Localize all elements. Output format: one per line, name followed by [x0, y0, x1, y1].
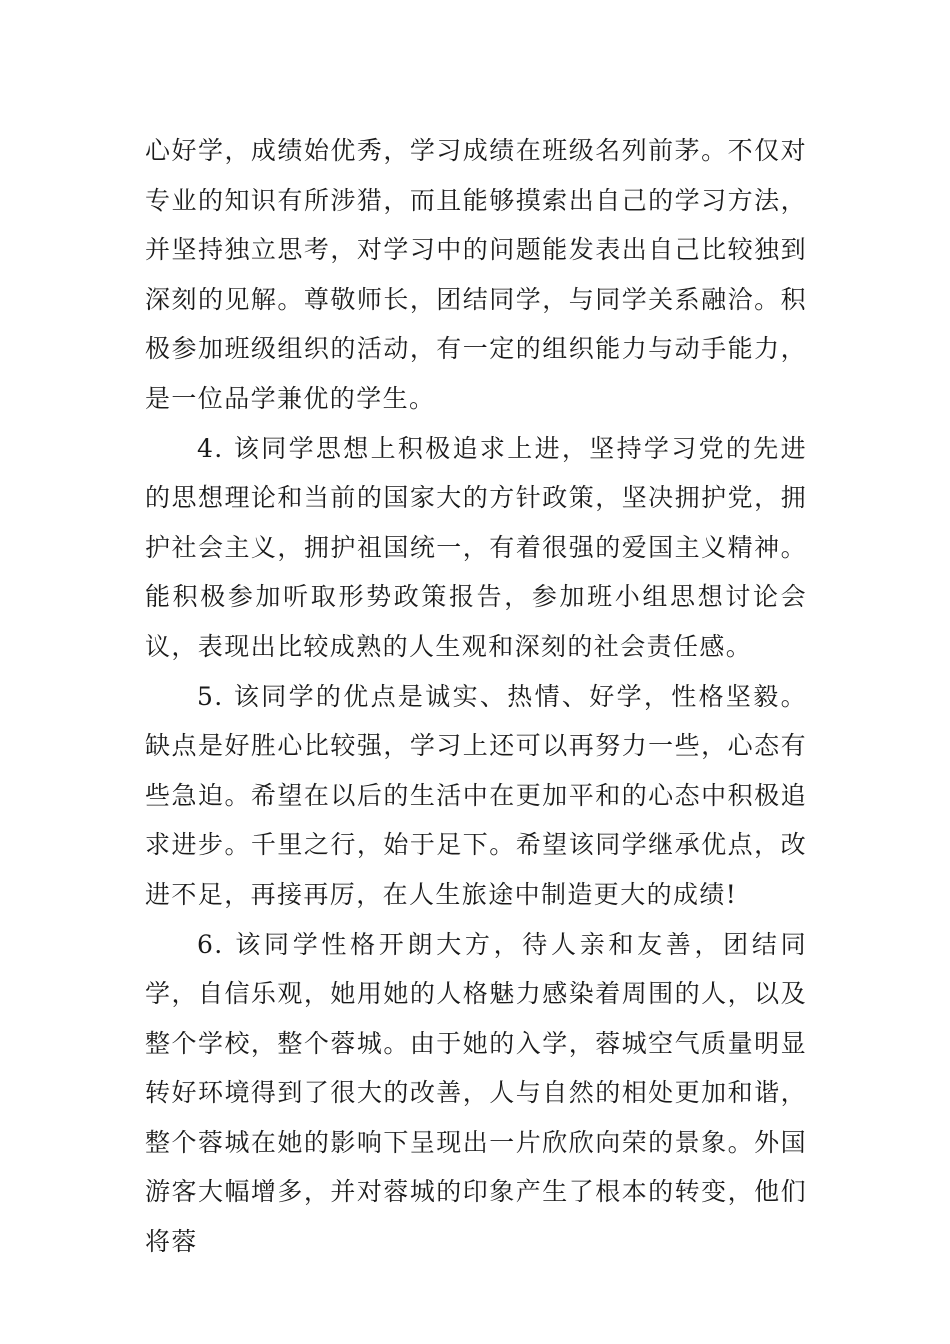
paragraph-item-6: 6. 该同学性格开朗大方，待人亲和友善，团结同学，自信乐观，她用她的人格魅力感染着周围的人，以及整个学校，整个蓉城。由于她的入学，蓉城空气质量明显转好环境得到了很大的改善，人与自然的相处更加和谐，整个蓉城在她的影响下呈现出一片欣欣向荣的景象。外国游客大幅增多，并对蓉城的印象产生了根本的转变，他们将蓉	[145, 929, 807, 1257]
document-body	[145, 126, 807, 1267]
paragraph-continuation: 心好学，成绩始优秀，学习成绩在班级名列前茅。不仅对专业的知识有所涉猎，而且能够摸索出自己的学习方法，并坚持独立思考，对学习中的问题能发表出自己比较独到深刻的见解。尊敬师长，团结同学，与同学关系融洽。积极参加班级组织的活动，有一定的组织能力与动手能力，是一位品学兼优的学生。	[145, 136, 807, 413]
paragraph-item-5: 5. 该同学的优点是诚实、热情、好学，性格坚毅。缺点是好胜心比较强，学习上还可以再努力一些，心态有些急迫。希望在以后的生活中在更加平和的心态中积极追求进步。千里之行，始于足下。希望该同学继承优点，改进不足，再接再厉，在人生旅途中制造更大的成绩!	[145, 681, 807, 909]
paragraph-item-4: 4. 该同学思想上积极追求上进，坚持学习党的先进的思想理论和当前的国家大的方针政策，坚决拥护党，拥护社会主义，拥护祖国统一，有着很强的爱国主义精神。能积极参加听取形势政策报告，参加班小组思想讨论会议，表现出比较成熟的人生观和深刻的社会责任感。	[145, 433, 807, 661]
